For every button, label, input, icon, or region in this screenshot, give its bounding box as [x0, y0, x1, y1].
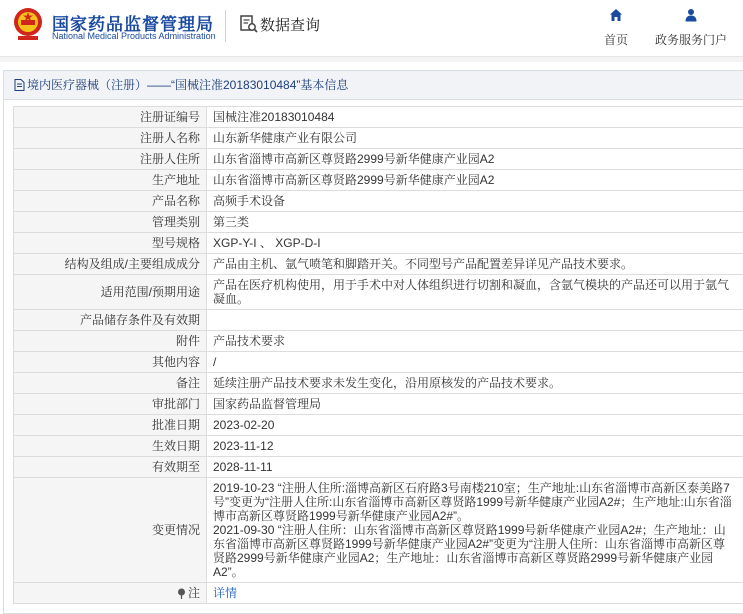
field-label: 注册人住所	[14, 149, 207, 170]
field-value: 高频手术设备	[207, 191, 743, 212]
field-label: 管理类别	[14, 212, 207, 233]
nav-gov-service-link[interactable]	[652, 8, 730, 48]
field-value: /	[207, 352, 743, 373]
nav-home-label: 首页	[598, 31, 634, 48]
table-row	[14, 128, 743, 149]
panel-title: 境内医疗器械（注册）——“国械注准20183010484”基本信息	[27, 78, 348, 92]
details-link[interactable]: 详情	[213, 586, 237, 600]
table-row	[14, 394, 743, 415]
registration-detail-table	[13, 106, 743, 604]
field-value: 产品由主机、氩气喷笔和脚踏开关。不同型号产品配置差异详见产品技术要求。	[207, 254, 743, 275]
table-row	[14, 170, 743, 191]
table-row	[14, 275, 743, 310]
field-label: 生效日期	[14, 436, 207, 457]
field-label: 有效期至	[14, 457, 207, 478]
document-icon	[14, 79, 25, 91]
table-row	[14, 331, 743, 352]
field-label: 结构及组成/主要组成成分	[14, 254, 207, 275]
field-label: 适用范围/预期用途	[14, 275, 207, 310]
field-value: 2023-11-12	[207, 436, 743, 457]
field-value: 山东省淄博市高新区尊贤路2999号新华健康产业园A2	[207, 170, 743, 191]
field-label: 审批部门	[14, 394, 207, 415]
table-row	[14, 415, 743, 436]
table-row	[14, 233, 743, 254]
field-value: 山东新华健康产业有限公司	[207, 128, 743, 149]
table-row	[14, 373, 743, 394]
field-value: 产品在医疗机构使用，用于手术中对人体组织进行切割和凝血，含氩气模块的产品还可以用于氩气凝血。	[207, 275, 743, 310]
site-header	[0, 0, 743, 56]
field-label: 注册证编号	[14, 107, 207, 128]
table-row	[14, 436, 743, 457]
agency-name-cn: 国家药品监督管理局	[52, 10, 214, 35]
field-label: 产品储存条件及有效期	[14, 310, 207, 331]
notes-value	[207, 583, 743, 604]
nav-gov-service-label: 政务服务门户	[652, 31, 730, 48]
field-value: XGP-Y-I 、 XGP-D-I	[207, 233, 743, 254]
section-title: 数据查询	[260, 14, 320, 35]
field-value: 山东省淄博市高新区尊贤路2999号新华健康产业园A2	[207, 149, 743, 170]
field-label: 型号规格	[14, 233, 207, 254]
pin-icon	[177, 588, 186, 599]
field-value: 延续注册产品技术要求未发生变化，沿用原核发的产品技术要求。	[207, 373, 743, 394]
field-label: 备注	[14, 373, 207, 394]
notes-row	[14, 583, 743, 604]
field-label: 产品名称	[14, 191, 207, 212]
panel-title-bar	[4, 71, 743, 100]
notes-label-cell	[14, 583, 207, 604]
change-entry: 2019-10-23 “注册人住所:淄博高新区石府路3号南楼210室；生产地址:山东省淄博市高新区泰美路7号”变更为“注册人住所:山东省淄博市高新区尊贤路1999号新华健康产业园A2#；生产地址:山东省淄博市高新区尊贤路1999号新华健康产业园A2#”。	[213, 481, 737, 523]
table-row	[14, 310, 743, 331]
field-label: 生产地址	[14, 170, 207, 191]
agency-name-en: National Medical Products Administration	[52, 31, 216, 41]
field-value: 第三类	[207, 212, 743, 233]
table-row	[14, 149, 743, 170]
notes-label: 注	[188, 586, 200, 600]
header-divider	[225, 10, 226, 42]
table-row	[14, 352, 743, 373]
field-value: 2028-11-11	[207, 457, 743, 478]
home-icon	[609, 8, 623, 22]
table-row	[14, 254, 743, 275]
field-label: 注册人名称	[14, 128, 207, 149]
field-value	[207, 310, 743, 331]
field-value: 2023-02-20	[207, 415, 743, 436]
nav-home-link[interactable]	[598, 8, 634, 48]
user-icon	[684, 8, 698, 22]
field-label: 其他内容	[14, 352, 207, 373]
table-row	[14, 212, 743, 233]
field-value: 产品技术要求	[207, 331, 743, 352]
data-query-icon	[240, 15, 258, 33]
change-history-value	[207, 478, 743, 583]
table-row	[14, 457, 743, 478]
field-label: 变更情况	[14, 478, 207, 583]
change-entry: 2021-09-30 “注册人住所：山东省淄博市高新区尊贤路1999号新华健康产业园A2#；生产地址：山东省淄博市高新区尊贤路1999号新华健康产业园A2#”变更为“注册人住所：山东省淄博市高新区尊贤路2999号新华健康产业园A2；生产地址：山东省淄博市高新区尊贤路2999号新华健康产业园A2”。	[213, 523, 737, 579]
field-label: 附件	[14, 331, 207, 352]
field-value: 国械注准20183010484	[207, 107, 743, 128]
table-row	[14, 107, 743, 128]
field-value: 国家药品监督管理局	[207, 394, 743, 415]
change-history-row	[14, 478, 743, 583]
national-emblem-icon	[12, 6, 44, 42]
table-row	[14, 191, 743, 212]
header-divider-bar	[0, 56, 743, 62]
field-label: 批准日期	[14, 415, 207, 436]
detail-panel	[3, 70, 743, 614]
